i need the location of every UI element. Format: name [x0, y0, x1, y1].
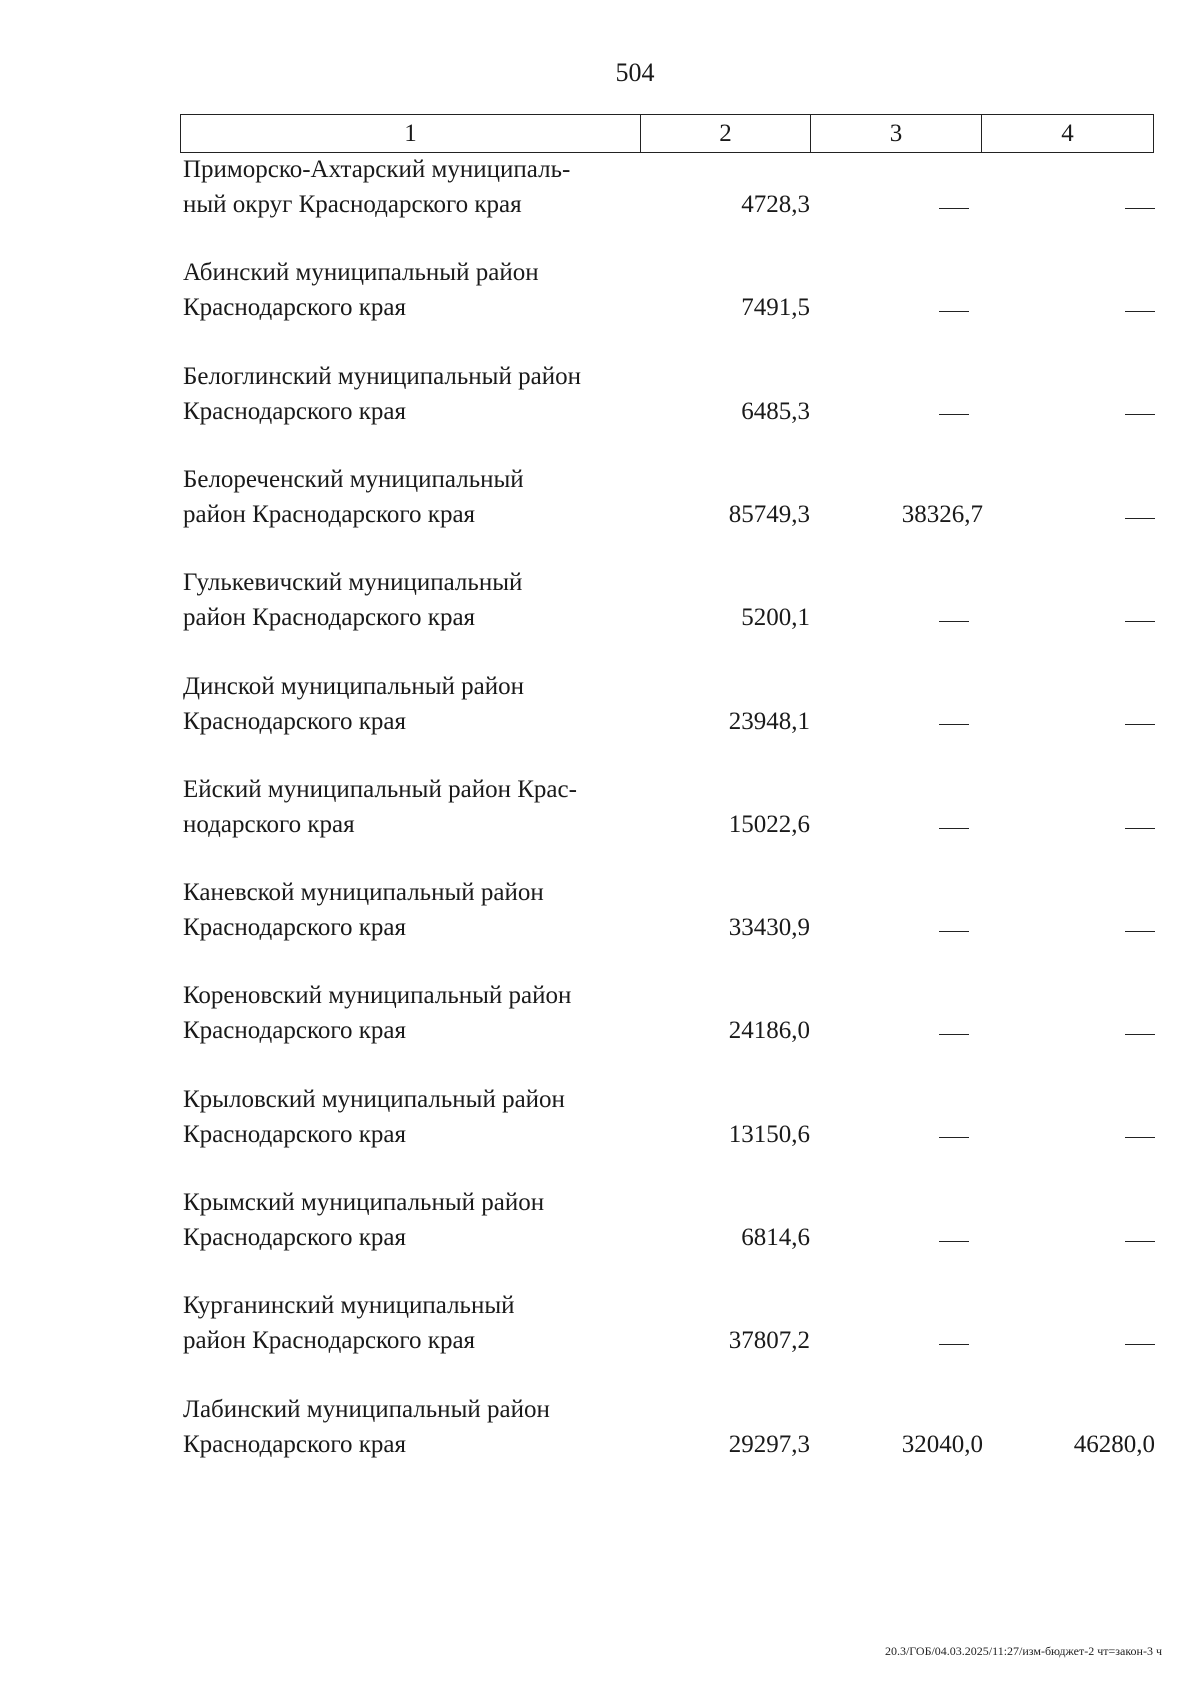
empty-value-dash	[810, 1323, 983, 1358]
municipality-name-line-1: Гулькевичский муниципальный	[183, 569, 523, 597]
municipality-name-line-2: Краснодарского края	[183, 1430, 406, 1458]
dash-mark	[1125, 724, 1155, 725]
municipality-name-line-2: Краснодарского края	[183, 914, 406, 942]
column-header-2: 2	[641, 115, 811, 153]
value-cell-c2: 6485,3	[741, 397, 810, 425]
municipality-name-line-2: район Краснодарского края	[183, 604, 476, 632]
empty-value-dash	[985, 187, 1155, 222]
municipality-name	[183, 1082, 643, 1152]
dash-mark	[1125, 1034, 1155, 1035]
municipality-name	[183, 772, 643, 842]
value-cell-c4: 46280,0	[1073, 1430, 1155, 1458]
municipality-name	[183, 359, 643, 429]
page-number: 504	[615, 58, 655, 87]
dash-mark	[1125, 518, 1155, 519]
dash-mark	[939, 724, 969, 725]
dash-mark	[939, 208, 969, 209]
empty-value-dash	[985, 1323, 1155, 1358]
empty-value-dash	[810, 1013, 983, 1048]
municipality-name-line-1: Лабинский муниципальный район	[183, 1395, 550, 1423]
empty-value-dash	[985, 1220, 1155, 1255]
dash-mark	[1125, 414, 1155, 415]
column-header-4: 4	[982, 115, 1154, 153]
dash-mark	[939, 1344, 969, 1345]
dash-mark	[939, 1241, 969, 1242]
document-footer-code: 20.3/ГОБ/04.03.2025/11:27/изм-бюджет-2 чт=закон-3 ч	[884, 1644, 1162, 1658]
municipality-name	[183, 1288, 643, 1358]
dash-mark	[1125, 1344, 1155, 1345]
value-cell-c2: 4728,3	[741, 191, 810, 218]
value-cell-c2: 29297,3	[728, 1430, 810, 1458]
empty-value-dash	[985, 394, 1155, 429]
value-cell-c3: 38326,7	[901, 500, 983, 528]
value-cell-c3: 32040,0	[901, 1430, 983, 1458]
municipality-name-line-2: район Краснодарского края	[183, 1327, 476, 1355]
dash-mark	[1125, 828, 1155, 829]
dash-mark	[939, 1137, 969, 1138]
municipality-name-line-2: Краснодарского края	[183, 294, 406, 322]
municipality-name-line-2: Краснодарского края	[183, 1224, 406, 1251]
table-row	[0, 978, 1200, 1048]
table-row	[0, 772, 1200, 842]
dash-mark	[1125, 311, 1155, 312]
municipality-name	[183, 978, 643, 1048]
dash-mark	[939, 311, 969, 312]
empty-value-dash	[810, 910, 983, 945]
municipality-name-line-1: Динской муниципальный район	[183, 672, 524, 700]
table-row	[0, 1288, 1200, 1358]
municipality-name-line-1: Белореченский муниципальный	[183, 465, 524, 493]
value-cell-c2: 33430,9	[728, 914, 810, 942]
municipality-name	[183, 565, 643, 635]
municipality-name	[183, 255, 643, 325]
table-row	[0, 1082, 1200, 1152]
municipality-name	[183, 669, 643, 739]
table-row	[0, 255, 1200, 325]
value-cell-c2: 7491,5	[741, 294, 810, 322]
table-row	[0, 669, 1200, 739]
municipality-name-line-2: Краснодарского края	[183, 397, 406, 425]
municipality-name-line-1: Белоглинский муниципальный район	[183, 362, 581, 390]
municipality-name-line-2: ный округ Краснодарского края	[183, 191, 522, 218]
value-cell-c2: 6814,6	[741, 1224, 810, 1251]
table-row	[0, 875, 1200, 945]
municipality-name	[183, 875, 643, 945]
dash-mark	[939, 414, 969, 415]
empty-value-dash	[810, 187, 983, 222]
dash-mark	[1125, 621, 1155, 622]
column-header-table	[180, 114, 1154, 153]
municipality-name-line-2: Краснодарского края	[183, 1017, 406, 1045]
empty-value-dash	[810, 394, 983, 429]
value-cell-c2: 85749,3	[728, 500, 810, 528]
municipality-name	[183, 1185, 643, 1255]
municipality-name	[183, 462, 643, 532]
municipality-name-line-1: Каневской муниципальный район	[183, 879, 544, 907]
dash-mark	[939, 828, 969, 829]
municipality-name-line-2: Краснодарского края	[183, 1120, 406, 1148]
value-cell-c2: 37807,2	[728, 1327, 810, 1355]
empty-value-dash	[985, 807, 1155, 842]
empty-value-dash	[810, 704, 983, 739]
table-row	[0, 565, 1200, 635]
value-cell-c2: 24186,0	[728, 1017, 810, 1045]
dash-mark	[1125, 1241, 1155, 1242]
empty-value-dash	[985, 1013, 1155, 1048]
empty-value-dash	[985, 600, 1155, 635]
dash-mark	[1125, 208, 1155, 209]
empty-value-dash	[810, 1220, 983, 1255]
municipality-name-line-1: Абинский муниципальный район	[183, 259, 539, 287]
dash-mark	[939, 621, 969, 622]
empty-value-dash	[985, 1117, 1155, 1152]
dash-mark	[939, 1034, 969, 1035]
municipality-name	[183, 152, 643, 222]
empty-value-dash	[810, 290, 983, 325]
empty-value-dash	[985, 704, 1155, 739]
empty-value-dash	[985, 290, 1155, 325]
municipality-name-line-1: Курганинский муниципальный	[183, 1292, 515, 1320]
table-row	[0, 1392, 1200, 1462]
municipality-name-line-2: нодарского края	[183, 810, 355, 838]
dash-mark	[939, 931, 969, 932]
municipality-name-line-1: Крымский муниципальный район	[183, 1189, 545, 1216]
table-row	[0, 152, 1200, 222]
value-cell-c2: 15022,6	[728, 810, 810, 838]
value-cell-c2: 13150,6	[728, 1120, 810, 1148]
empty-value-dash	[810, 1117, 983, 1152]
municipality-name-line-1: Ейский муниципальный район Крас-	[183, 775, 577, 803]
empty-value-dash	[985, 497, 1155, 532]
municipality-name-line-1: Крыловский муниципальный район	[183, 1085, 565, 1113]
municipality-name-line-1: Приморско-Ахтарский муниципаль-	[183, 156, 571, 183]
table-row	[0, 462, 1200, 532]
value-cell-c2: 5200,1	[741, 604, 810, 632]
dash-mark	[1125, 931, 1155, 932]
dash-mark	[1125, 1137, 1155, 1138]
value-cell-c2: 23948,1	[728, 707, 810, 735]
empty-value-dash	[810, 600, 983, 635]
column-header-3: 3	[811, 115, 982, 153]
municipality-name	[183, 1392, 643, 1462]
column-header-row	[181, 115, 1154, 153]
municipality-name-line-1: Кореновский муниципальный район	[183, 982, 572, 1010]
empty-value-dash	[810, 807, 983, 842]
municipality-name-line-2: район Краснодарского края	[183, 500, 476, 528]
municipality-name-line-2: Краснодарского края	[183, 707, 406, 735]
empty-value-dash	[985, 910, 1155, 945]
column-header-1: 1	[181, 115, 641, 153]
table-row	[0, 359, 1200, 429]
table-row	[0, 1185, 1200, 1255]
